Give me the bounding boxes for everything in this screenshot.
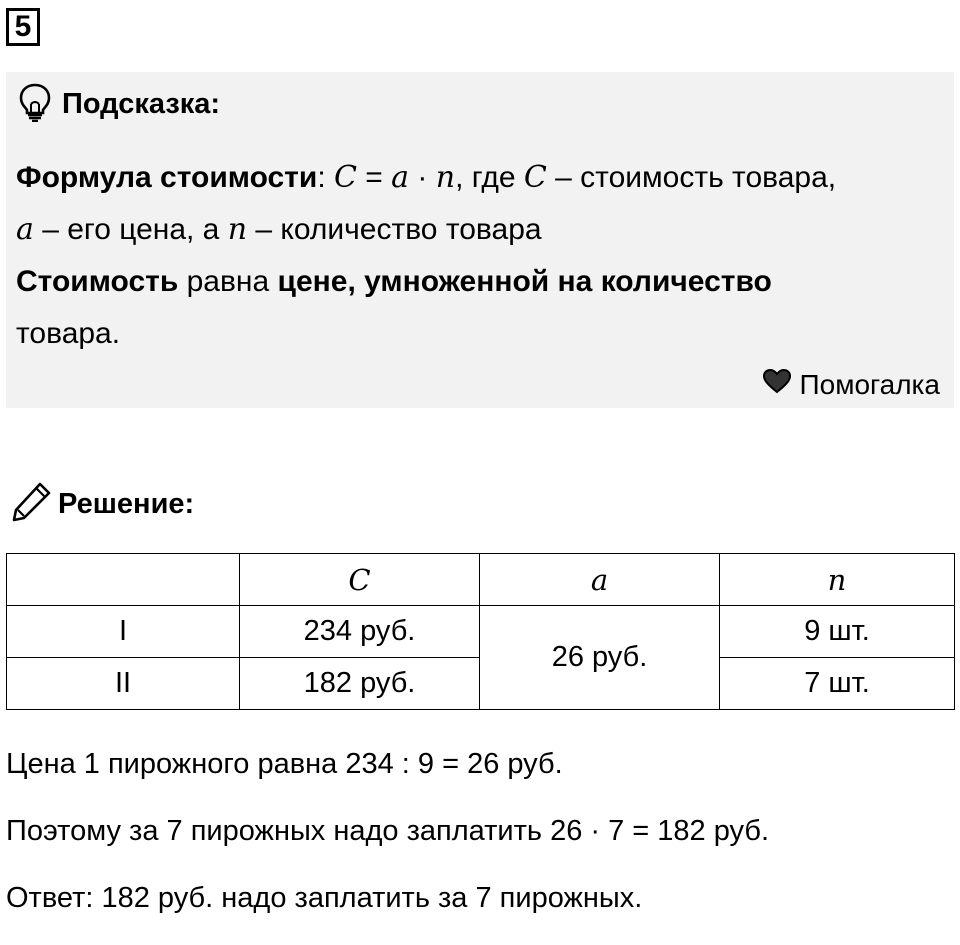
row-label: II [7,658,240,710]
header-empty [7,554,240,606]
formula-dot: · [409,161,436,194]
solution-line-answer: Ответ: 182 руб. надо заплатить за 7 пирожных. [6,882,643,914]
cell-c: 182 руб. [240,658,480,710]
hint-line-formula [16,152,946,204]
solution-header [10,484,194,524]
cell-n: 7 шт. [720,658,955,710]
definition-c: – стоимость товара, [546,161,837,194]
brand-label [762,368,940,401]
solution-line-price: Цена 1 пирожного равна 234 : 9 = 26 руб. [6,748,563,780]
definition-var-c: C [523,160,547,195]
hint-line-rule [16,256,946,308]
header-n: n [720,554,955,606]
brand-name: Помогалка [799,368,940,400]
formula-var-c: C [334,160,357,195]
formula-equals: = [356,161,392,194]
solution-title: Решение: [58,487,195,520]
definition-var-a: a [16,212,34,247]
formula-colon: : [317,161,334,194]
header-a: a [480,554,720,606]
header-c: C [240,554,480,606]
hint-header [18,88,220,120]
row-label: I [7,606,240,658]
cell-n: 9 шт. [720,606,955,658]
hint-text [16,152,946,360]
formula-where: , где [455,161,524,194]
definition-a: – его цена, а [33,213,228,246]
pencil-icon [10,481,52,528]
definition-n: – количество товара [247,213,542,246]
solution-line-cost: Поэтому за 7 пирожных надо заплатить 26 · 7 = 182 руб. [6,815,770,847]
table-row [7,606,955,658]
cell-c: 234 руб. [240,606,480,658]
definition-var-n: n [227,212,248,247]
hint-title: Подсказка: [62,87,221,120]
rule-normal: равна [178,265,278,298]
solution-lines [6,744,769,945]
lightbulb-icon [18,82,52,127]
table-header-row [7,554,955,606]
hint-line-definitions [16,204,946,256]
hint-line-rule-end: товара. [16,317,121,350]
task-number: 5 [6,8,40,46]
hint-box [6,72,954,408]
solution-table [6,553,955,710]
formula-var-n: n [435,160,456,195]
cell-a-merged: 26 руб. [480,606,720,710]
rule-bold-2: цене, умноженной на количество [277,265,772,298]
formula-var-a: a [391,160,410,195]
heart-icon [762,368,792,401]
rule-bold-1: Стоимость [16,265,179,298]
formula-label: Формула стоимости [16,161,318,194]
